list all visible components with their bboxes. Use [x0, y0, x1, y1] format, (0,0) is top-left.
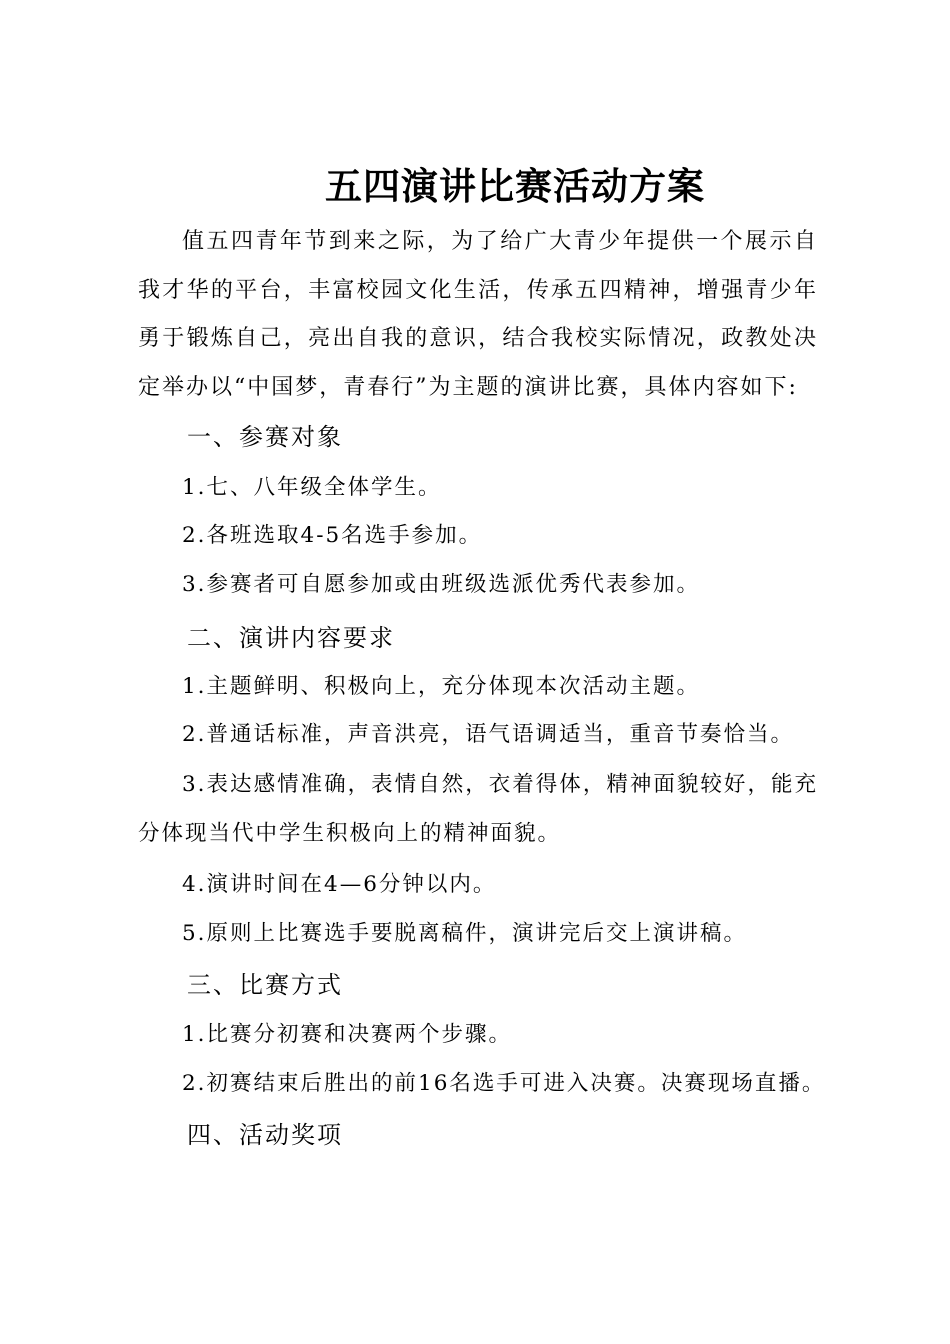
list-item: 2.初赛结束后胜出的前16名选手可进入决赛。决赛现场直播。 [182, 1071, 826, 1096]
list-item: 2.普通话标准，声音洪亮，语气语调适当，重音节奏恰当。 [182, 722, 795, 747]
list-item: 1.比赛分初赛和决赛两个步骤。 [182, 1022, 513, 1047]
document-title: 五四演讲比赛活动方案 [325, 165, 705, 208]
list-item: 1.七、八年级全体学生。 [182, 475, 442, 500]
list-item: 1.主题鲜明、积极向上，充分体现本次活动主题。 [182, 674, 701, 699]
list-item: 3.参赛者可自愿参加或由班级选派优秀代表参加。 [182, 572, 701, 597]
section-heading-participants: 一、参赛对象 [187, 423, 343, 451]
intro-paragraph: 值五四青年节到来之际，为了给广大青少年提供一个展示自我才华的平台，丰富校园文化生活，传承五四精神，增强青少年勇于锻炼自己，亮出自我的意识，结合我校实际情况，政教处决定举办以“中国梦，青春行”为主题的演讲比赛，具体内容如下: [138, 229, 818, 400]
list-item: 4.演讲时间在4—6分钟以内。 [182, 872, 497, 897]
list-item: 3.表达感情准确，表情自然，衣着得体，精神面貌较好，能充分体现当代中学生积极向上的精神面貌。 [138, 772, 818, 846]
section-heading-competition-format: 三、比赛方式 [187, 971, 343, 999]
section-heading-awards: 四、活动奖项 [187, 1121, 343, 1149]
list-item: 2.各班选取4-5名选手参加。 [182, 523, 483, 548]
list-item: 5.原则上比赛选手要脱离稿件，演讲完后交上演讲稿。 [182, 921, 748, 946]
section-heading-content-requirements: 二、演讲内容要求 [187, 624, 395, 652]
